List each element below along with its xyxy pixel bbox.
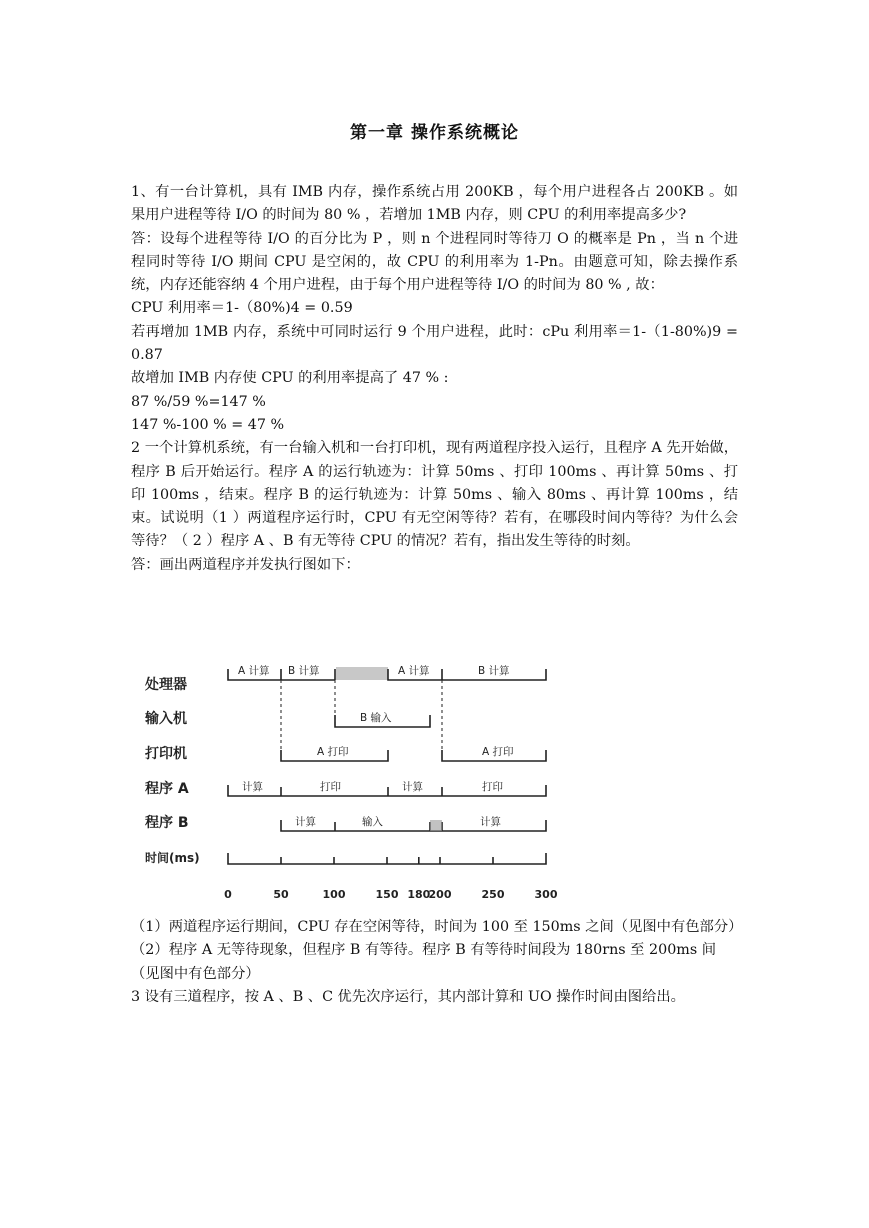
answer-text [131, 916, 743, 1009]
row-label-input: 输入机 [145, 711, 187, 727]
time-tick-label: 100 [322, 888, 346, 901]
prog-a-seg-2: 打印 [320, 781, 341, 793]
prog-b-line [281, 820, 546, 831]
time-tick-label: 200 [428, 888, 452, 901]
cpu-seg-a1: A 计算 [238, 665, 270, 677]
prog-a-seg-1: 计算 [242, 781, 263, 793]
paragraph: 3 设有三道程序，按 A 、B 、C 优先次序运行，其内部计算和 UO 操作时间由图给出。 [131, 988, 685, 1005]
paragraph: 2 一个计算机系统，有一台输入机和一台打印机，现有两道程序投入运行，且程序 A 先开始做，程序 B 后开始运行。程序 A 的运行轨迹为：计算 50ms 、打印 100ms 、再计算 50ms 、打印 100ms ，结束。程序 B 的运行轨迹为：计算 50ms 、输入 80ms 、再计算 100ms ，结束。试说明（1 ）两道程序运行时，CPU 有无空闲等待？若有，在哪段时间内等待？为什么会等待？（ 2 ）程序 A 、B 有无等待 CPU 的情况？若有，指出发生等待的时刻。 [131, 440, 738, 550]
cpu-seg-b1: B 计算 [288, 665, 320, 677]
timeline-svg [130, 655, 570, 910]
prog-a-seg-3: 计算 [402, 781, 423, 793]
row-label-time: 时间(ms) [145, 851, 200, 865]
prog-b-wait-shade [430, 820, 442, 831]
row-label-prog-b: 程序 B [145, 815, 189, 831]
cpu-seg-a2: A 计算 [398, 665, 430, 677]
time-axis [228, 853, 546, 864]
paragraph: 若再增加 1MB 内存，系统中可同时运行 9 个用户进程，此时：cPu 利用率＝1-（1-80%)9 = 0.87 [131, 323, 738, 364]
time-tick-label: 250 [481, 888, 505, 901]
time-tick-label: 150 [375, 888, 399, 901]
row-label-prog-a: 程序 A [145, 781, 189, 797]
row-label-cpu: 处理器 [145, 677, 187, 693]
paragraph: 答：画出两道程序并发执行图如下： [131, 556, 360, 573]
paragraph: 故增加 IMB 内存使 CPU 的利用率提高了 47 % : [131, 370, 449, 387]
paragraph: 147 %-100 % = 47 % [131, 416, 285, 433]
time-tick-label: 300 [534, 888, 558, 901]
concurrency-diagram [130, 655, 570, 910]
prog-b-seg-2: 输入 [362, 816, 383, 828]
paragraph: （2）程序 A 无等待现象，但程序 B 有等待。程序 B 有等待时间段为 180rns 至 200ms 间（见图中有色部分） [131, 942, 717, 982]
printer-seg-a1: A 打印 [317, 746, 349, 758]
paragraph: （1）两道程序运行期间，CPU 存在空闲等待，时间为 100 至 150ms 之间（见图中有色部分） [131, 919, 743, 935]
prog-b-seg-3: 计算 [480, 816, 501, 828]
printer-seg-a2: A 打印 [482, 746, 514, 758]
paragraph: 1、有一台计算机，具有 IMB 内存，操作系统占用 200KB ，每个用户进程各占 200KB 。如果用户进程等待 I/O 的时间为 80 % ，若增加 1MB 内存，则 CPU 的利用率提高多少? [131, 184, 738, 224]
cpu-seg-b2: B 计算 [478, 665, 510, 677]
input-seg-b: B 输入 [360, 712, 392, 724]
chapter-title: 第一章 操作系统概论 [350, 123, 519, 143]
time-tick-label: 0 [224, 888, 232, 901]
tick-labels [224, 888, 558, 901]
time-tick-label: 180 [407, 888, 431, 901]
prog-b-seg-1: 计算 [295, 816, 316, 828]
row-label-printer: 打印机 [145, 746, 187, 762]
paragraph: 答：设每个进程等待 I/O 的百分比为 P ，则 n 个进程同时等待刀 O 的概率是 Pn ，当 n 个进程同时等待 I/O 期间 CPU 是空闲的，故 CPU 的利用率为 1-Pn。由题意可知，除去操作系统，内存还能容纳 4 个用户进程，由于每个用户进程等待 I/O 的时间为 80 % , 故： [131, 230, 738, 294]
paragraph: 87 %/59 %=147 % [131, 393, 266, 410]
cpu-idle-shade [336, 667, 388, 680]
time-tick-label: 50 [273, 888, 289, 901]
paragraph: CPU 利用率＝1-（80%)4 = 0.59 [131, 300, 353, 317]
body-text [131, 181, 738, 577]
prog-a-seg-4: 打印 [482, 781, 503, 793]
